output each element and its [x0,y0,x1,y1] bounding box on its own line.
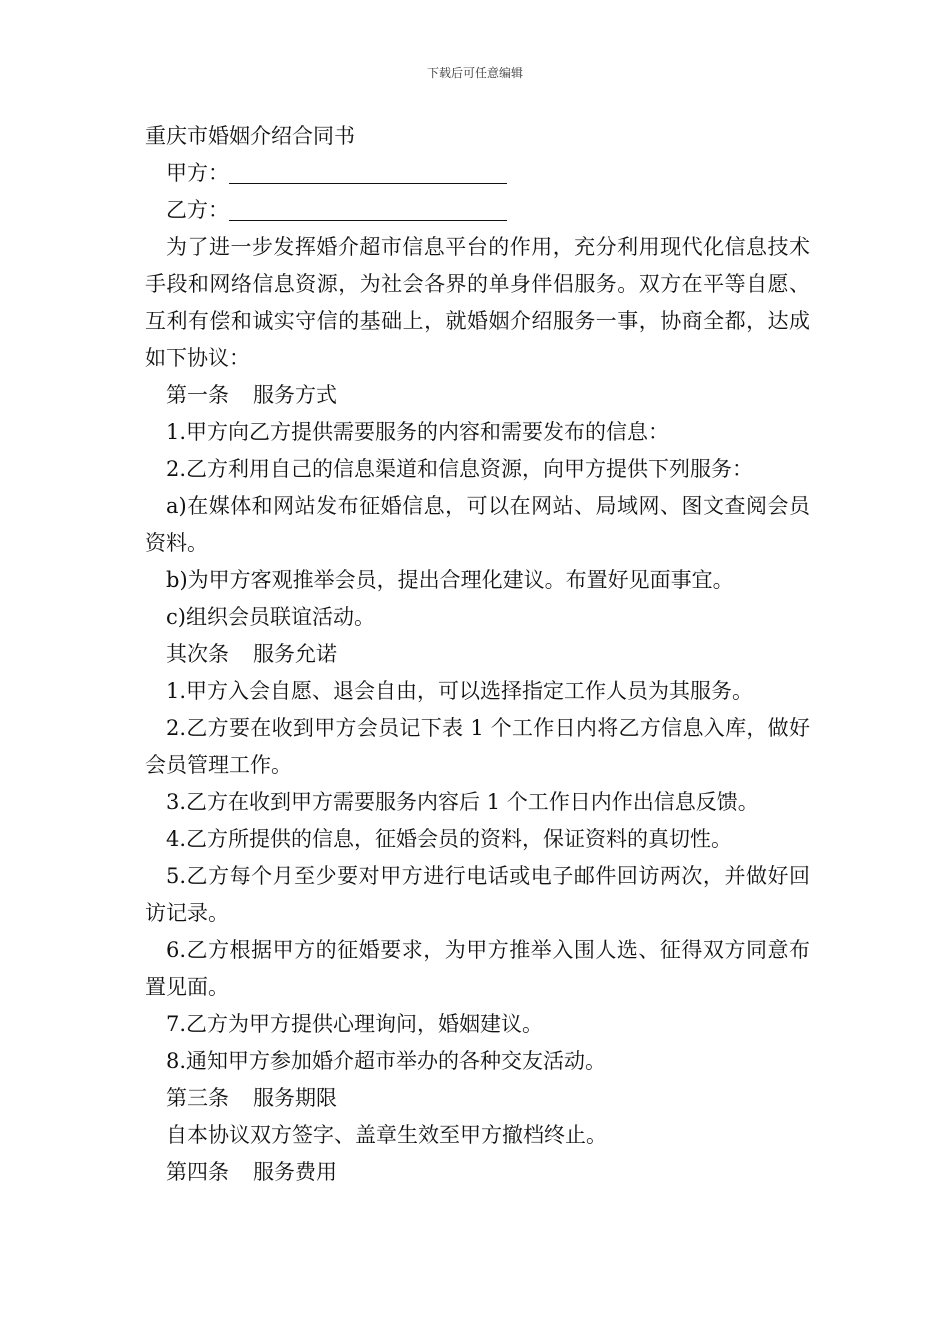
party-a-label: 甲方： [166,161,229,185]
article-1-heading [145,377,810,414]
document-title: 重庆市婚姻介绍合同书 [145,124,355,148]
article-3-heading [145,1080,810,1117]
article-2-item: 5.乙方每个月至少要对甲方进行电话或电子邮件回访两次，并做好回访记录。 [145,864,810,925]
article-2-item: 1.甲方入会自愿、退会自由，可以选择指定工作人员为其服务。 [166,679,754,703]
article-3-number: 第三条 [166,1086,229,1110]
article-2-item: 6.乙方根据甲方的征婚要求，为甲方推举入围人选、征得双方同意布置见面。 [145,938,810,999]
document-body [145,118,810,1191]
party-a-blank[interactable] [229,159,507,184]
party-a-line [145,155,810,192]
article-1-item: 1.甲方向乙方提供需要服务的内容和需要发布的信息： [166,420,670,444]
page-header: 下载后可任意编辑 [426,66,523,80]
party-b-blank[interactable] [229,196,507,221]
article-2-title: 服务允诺 [253,642,337,666]
article-1-item: c)组织会员联谊活动。 [166,605,375,629]
article-2-heading [145,636,810,673]
article-1-item: b)为甲方客观推举会员，提出合理化建议。布置好见面事宜。 [166,568,734,592]
article-2-number: 其次条 [166,642,229,666]
article-4-number: 第四条 [166,1160,229,1184]
party-b-label: 乙方： [166,198,229,222]
article-1-item: 2.乙方利用自己的信息渠道和信息资源，向甲方提供下列服务： [166,457,754,481]
intro-paragraph: 为了进一步发挥婚介超市信息平台的作用，充分利用现代化信息技术手段和网络信息资源，为社会各界的单身伴侣服务。双方在平等自愿、互利有偿和诚实守信的基础上，就婚姻介绍服务一事，协商全都，达成如下协议： [145,235,810,370]
party-b-line [145,192,810,229]
article-4-heading [145,1154,810,1191]
article-3-title: 服务期限 [253,1086,337,1110]
article-2-item: 8.通知甲方参加婚介超市举办的各种交友活动。 [166,1049,607,1073]
article-2-item: 2.乙方要在收到甲方会员记下表 1 个工作日内将乙方信息入库，做好会员管理工作。 [145,716,810,777]
article-2-item: 4.乙方所提供的信息，征婚会员的资料，保证资料的真切性。 [166,827,733,851]
article-1-number: 第一条 [166,383,229,407]
article-3-text: 自本协议双方签字、盖章生效至甲方撤档终止。 [166,1123,607,1147]
article-4-title: 服务费用 [253,1160,337,1184]
article-2-item: 3.乙方在收到甲方需要服务内容后 1 个工作日内作出信息反馈。 [166,790,759,814]
article-2-item: 7.乙方为甲方提供心理询问，婚姻建议。 [166,1012,544,1036]
article-1-title: 服务方式 [253,383,337,407]
article-1-item: a)在媒体和网站发布征婚信息，可以在网站、局域网、图文查阅会员资料。 [145,494,810,555]
